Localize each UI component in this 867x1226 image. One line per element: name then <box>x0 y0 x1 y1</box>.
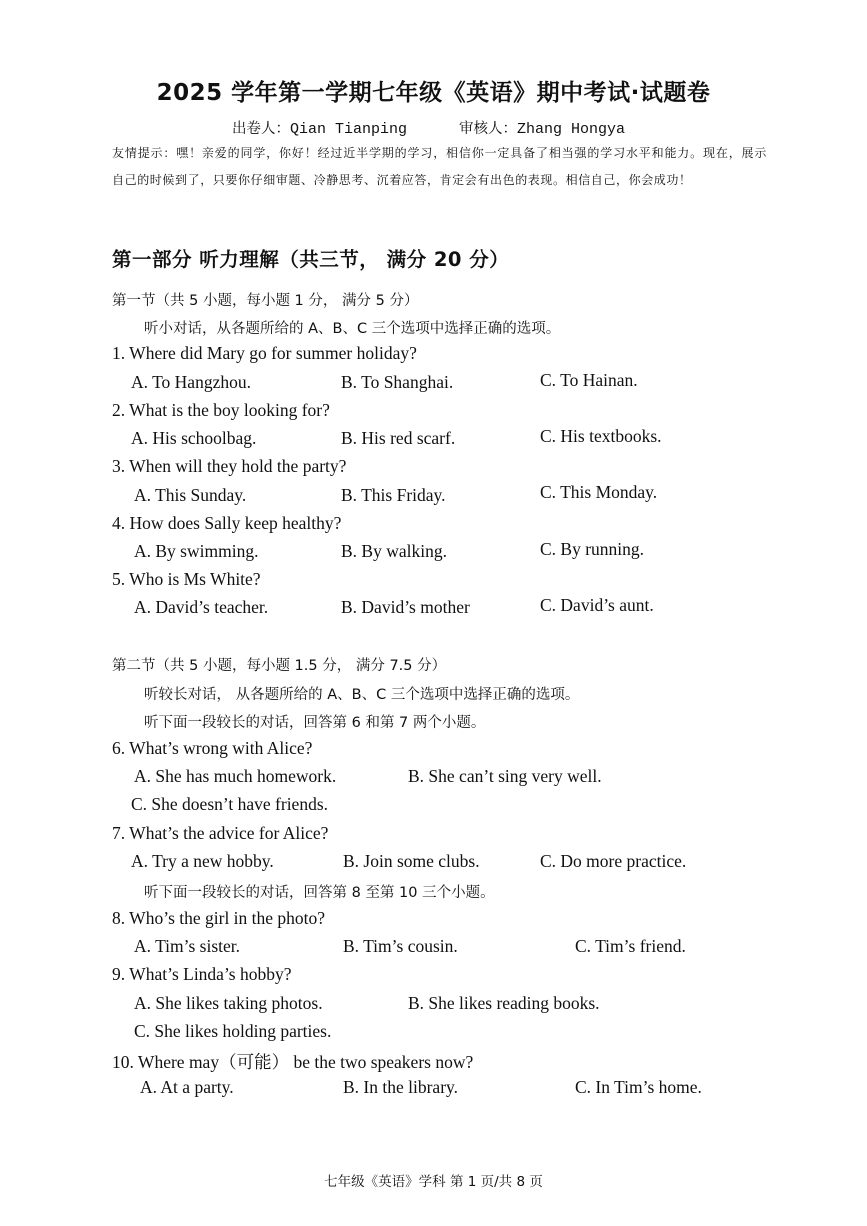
friendly-tip: 友情提示：嘿！亲爱的同学，你好！经过近半学期的学习，相信你一定具备了相当强的学习水平和能力。现在，展示自己的时候到了，只要你仔细审题、冷静思考、沉着应答，肯定会有出色的表现。相信自己，你会成功！ <box>112 146 767 187</box>
part1-title: 第一部分 听力理解（共三节， 满分 20 分） <box>112 248 510 271</box>
question-1: 1. Where did Mary go for summer holiday? <box>112 343 417 363</box>
q9-option-c: C. She likes holding parties. <box>134 1021 332 1041</box>
q1-option-a: A. To Hangzhou. <box>131 372 251 392</box>
q7-option-c: C. Do more practice. <box>540 851 687 871</box>
q4-option-a: A. By swimming. <box>134 541 259 561</box>
exam-title: 2025 学年第一学期七年级《英语》期中考试·试题卷 <box>156 80 711 106</box>
question-2: 2. What is the boy looking for? <box>112 400 330 420</box>
q1-option-b: B. To Shanghai. <box>341 372 454 392</box>
q3-option-a: A. This Sunday. <box>134 485 247 505</box>
question-9: 9. What’s Linda’s hobby? <box>112 964 292 984</box>
q2-option-c: C. His textbooks. <box>540 426 662 446</box>
q6-option-c: C. She doesn’t have friends. <box>131 794 329 814</box>
q4-option-b: B. By walking. <box>341 541 447 561</box>
q4-option-c: C. By running. <box>540 539 645 559</box>
q5-option-c: C. David’s aunt. <box>540 595 654 615</box>
q3-option-b: B. This Friday. <box>341 485 446 505</box>
reviewer-name: Zhang Hongya <box>517 121 626 138</box>
author-name: Qian Tianping <box>290 121 408 138</box>
q2-option-a: A. His schoolbag. <box>131 428 257 448</box>
reviewer-label: 审核人： <box>459 121 518 137</box>
page-footer: 七年级《英语》学科 第 1 页/共 8 页 <box>324 1174 543 1190</box>
section2-instruction: 听较长对话， 从各题所给的 A、B、C 三个选项中选择正确的选项。 <box>144 687 580 703</box>
q3-option-c: C. This Monday. <box>540 482 658 502</box>
q9-option-a: A. She likes taking photos. <box>134 993 323 1013</box>
question-6: 6. What’s wrong with Alice? <box>112 738 313 758</box>
q2-option-b: B. His red scarf. <box>341 428 456 448</box>
q5-option-a: A. David’s teacher. <box>134 597 269 617</box>
q10-option-a: A. At a party. <box>140 1077 234 1097</box>
q1-option-c: C. To Hainan. <box>540 370 638 390</box>
q9-option-b: B. She likes reading books. <box>408 993 600 1013</box>
question-8: 8. Who’s the girl in the photo? <box>112 908 326 928</box>
section1-title: 第一节（共 5 小题，每小题 1 分， 满分 5 分） <box>112 293 419 309</box>
q6-option-a: A. She has much homework. <box>134 766 337 786</box>
question-3: 3. When will they hold the party? <box>112 456 347 476</box>
q8-option-c: C. Tim’s friend. <box>575 936 686 956</box>
q7-option-a: A. Try a new hobby. <box>131 851 274 871</box>
author-label: 出卷人： <box>232 121 290 137</box>
question-7: 7. What’s the advice for Alice? <box>112 823 329 843</box>
q8-option-a: A. Tim’s sister. <box>134 936 241 956</box>
section2-title: 第二节（共 5 小题，每小题 1.5 分， 满分 7.5 分） <box>112 658 447 674</box>
section2-lead-1: 听下面一段较长的对话，回答第 6 和第 7 两个小题。 <box>144 715 486 731</box>
q10-option-c: C. In Tim’s home. <box>575 1077 702 1097</box>
section1-instruction: 听小对话，从各题所给的 A、B、C 三个选项中选择正确的选项。 <box>144 321 561 337</box>
question-4: 4. How does Sally keep healthy? <box>112 513 342 533</box>
q10-option-b: B. In the library. <box>343 1077 459 1097</box>
q8-option-b: B. Tim’s cousin. <box>343 936 458 956</box>
authors-line <box>232 117 625 138</box>
question-5: 5. Who is Ms White? <box>112 569 261 589</box>
question-10: 10. Where may（可能） be the two speakers now? <box>112 1052 474 1072</box>
q6-option-b: B. She can’t sing very well. <box>408 766 602 786</box>
q7-option-b: B. Join some clubs. <box>343 851 480 871</box>
section2-lead-2: 听下面一段较长的对话，回答第 8 至第 10 三个小题。 <box>144 885 495 901</box>
q5-option-b: B. David’s mother <box>341 597 470 617</box>
